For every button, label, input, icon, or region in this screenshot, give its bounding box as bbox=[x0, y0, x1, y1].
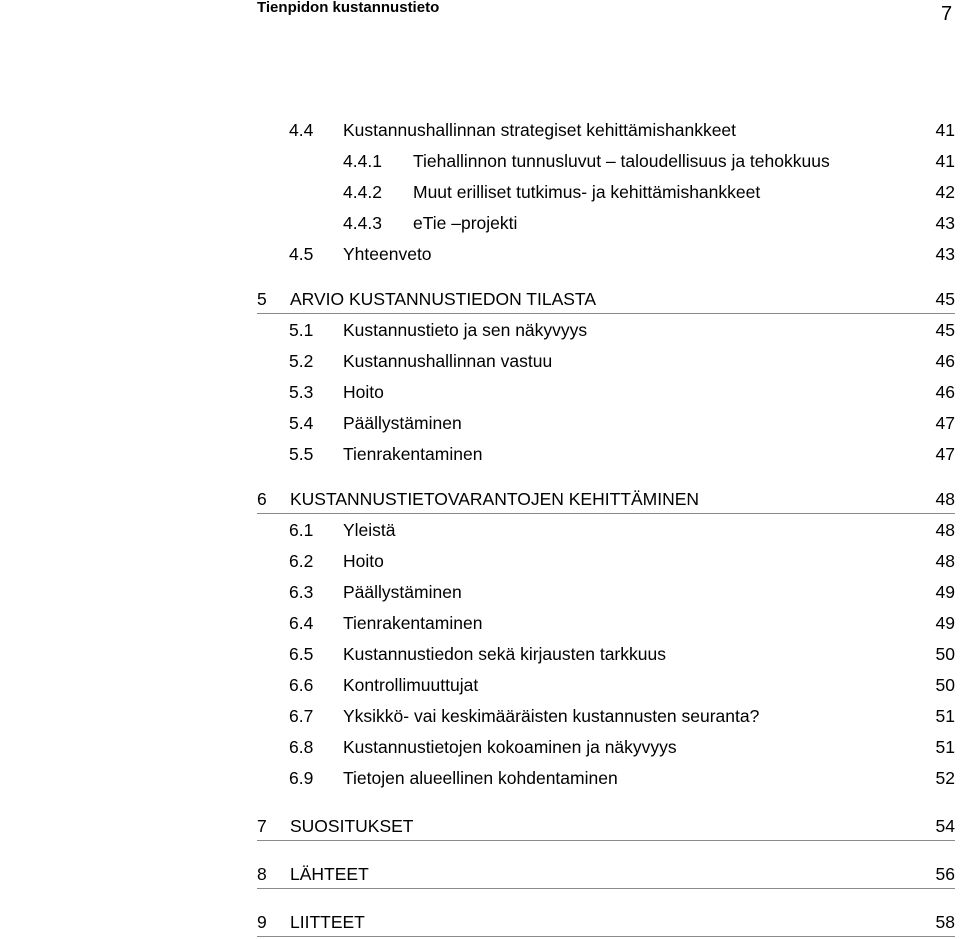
toc-entry-title: LÄHTEET bbox=[290, 864, 369, 884]
toc-entry-title: Kustannustiedon sekä kirjausten tarkkuus bbox=[343, 644, 666, 664]
toc-entry-title: Kustannushallinnan strategiset kehittämishankkeet bbox=[343, 120, 737, 140]
toc-entry-page: 41 bbox=[935, 151, 955, 171]
toc-entry-page: 47 bbox=[935, 413, 955, 433]
toc-entry-number: 6.2 bbox=[289, 551, 314, 571]
toc-entry-page: 51 bbox=[935, 706, 955, 726]
toc-entry-page: 43 bbox=[935, 213, 955, 233]
toc-entry-title: Tietojen alueellinen kohdentaminen bbox=[343, 768, 618, 788]
toc-chapter-entry[interactable] bbox=[257, 862, 955, 889]
toc-entry[interactable] bbox=[289, 380, 955, 406]
toc-entry-page: 45 bbox=[935, 289, 955, 309]
toc-chapter-entry[interactable] bbox=[257, 910, 955, 937]
toc-entry[interactable] bbox=[289, 580, 955, 606]
toc-entry-title: Kustannustietojen kokoaminen ja näkyvyys bbox=[343, 737, 677, 757]
toc-entry-page: 51 bbox=[935, 737, 955, 757]
toc-entry[interactable] bbox=[289, 318, 955, 344]
toc-entry-page: 47 bbox=[935, 444, 955, 464]
page-number: 7 bbox=[941, 3, 953, 25]
toc-entry-page: 56 bbox=[935, 864, 955, 884]
toc-chapter-entry[interactable] bbox=[257, 487, 955, 514]
toc-entry-number: 4.4.1 bbox=[343, 151, 382, 171]
toc-entry-number: 7 bbox=[257, 816, 267, 836]
toc-entry[interactable] bbox=[343, 211, 955, 237]
toc-entry-title: Päällystäminen bbox=[343, 582, 462, 602]
toc-entry[interactable] bbox=[289, 642, 955, 668]
toc-entry[interactable] bbox=[289, 735, 955, 761]
toc-entry-title: Yleistä bbox=[343, 520, 396, 540]
toc-entry-number: 6 bbox=[257, 489, 267, 509]
toc-entry[interactable] bbox=[289, 118, 955, 144]
toc-entry-number: 4.4 bbox=[289, 120, 314, 140]
toc-entry-number: 4.5 bbox=[289, 244, 314, 264]
toc-chapter-entry[interactable] bbox=[257, 814, 955, 841]
toc-entry[interactable] bbox=[289, 242, 955, 268]
toc-entry[interactable] bbox=[289, 549, 955, 575]
toc-entry-title: Tienrakentaminen bbox=[343, 613, 483, 633]
toc-entry-number: 5.2 bbox=[289, 351, 314, 371]
toc-entry-page: 58 bbox=[935, 912, 955, 932]
toc-chapter-entry[interactable] bbox=[257, 287, 955, 314]
toc-entry-page: 43 bbox=[935, 244, 955, 264]
toc-entry-page: 50 bbox=[935, 644, 955, 664]
toc-entry-page: 50 bbox=[935, 675, 955, 695]
toc-entry-page: 49 bbox=[935, 582, 955, 602]
toc-entry[interactable] bbox=[343, 180, 955, 206]
toc-entry-title: SUOSITUKSET bbox=[290, 816, 414, 836]
toc-entry-title: Kustannustieto ja sen näkyvyys bbox=[343, 320, 588, 340]
toc-entry-page: 41 bbox=[935, 120, 955, 140]
toc-entry-title: eTie –projekti bbox=[413, 213, 518, 233]
toc-entry[interactable] bbox=[289, 518, 955, 544]
toc-entry-title: ARVIO KUSTANNUSTIEDON TILASTA bbox=[290, 289, 596, 309]
toc-entry-number: 5.1 bbox=[289, 320, 314, 340]
toc-entry-number: 4.4.2 bbox=[343, 182, 382, 202]
toc-entry-page: 48 bbox=[935, 520, 955, 540]
toc-entry-number: 4.4.3 bbox=[343, 213, 382, 233]
toc-entry-page: 45 bbox=[935, 320, 955, 340]
toc-entry-title: Tienrakentaminen bbox=[343, 444, 483, 464]
toc-entry-title: Muut erilliset tutkimus- ja kehittämishankkeet bbox=[413, 182, 761, 202]
toc-entry[interactable] bbox=[289, 766, 955, 792]
toc-entry-number: 6.3 bbox=[289, 582, 314, 602]
toc-entry-number: 6.9 bbox=[289, 768, 314, 788]
toc-entry-title: Päällystäminen bbox=[343, 413, 462, 433]
toc-entry-number: 6.1 bbox=[289, 520, 314, 540]
toc-entry-number: 5.3 bbox=[289, 382, 314, 402]
toc-entry-number: 6.7 bbox=[289, 706, 314, 726]
toc-entry-number: 5.4 bbox=[289, 413, 314, 433]
toc-entry[interactable] bbox=[289, 673, 955, 699]
running-header-title: Tienpidon kustannustieto bbox=[257, 0, 440, 16]
toc-entry-page: 42 bbox=[935, 182, 955, 202]
toc-entry-number: 8 bbox=[257, 864, 267, 884]
toc-entry-page: 46 bbox=[935, 351, 955, 371]
toc-entry-page: 48 bbox=[935, 551, 955, 571]
toc-entry-title: KUSTANNUSTIETOVARANTOJEN KEHITTÄMINEN bbox=[290, 489, 700, 509]
toc-entry-number: 6.6 bbox=[289, 675, 314, 695]
toc-entry-page: 52 bbox=[935, 768, 955, 788]
toc-entry-title: Yksikkö- vai keskimääräisten kustannusten seuranta? bbox=[343, 706, 760, 726]
toc-entry-title: Kustannushallinnan vastuu bbox=[343, 351, 553, 371]
toc-entry-title: Hoito bbox=[343, 551, 384, 571]
toc-entry[interactable] bbox=[289, 349, 955, 375]
toc-entry[interactable] bbox=[289, 611, 955, 637]
toc-entry-page: 54 bbox=[935, 816, 955, 836]
toc-entry-number: 5.5 bbox=[289, 444, 314, 464]
toc-entry-number: 9 bbox=[257, 912, 267, 932]
toc-entry[interactable] bbox=[343, 149, 955, 175]
toc-entry-title: LIITTEET bbox=[290, 912, 365, 932]
toc-entry-page: 46 bbox=[935, 382, 955, 402]
toc-entry-number: 5 bbox=[257, 289, 267, 309]
toc-entry-number: 6.4 bbox=[289, 613, 314, 633]
toc-entry-title: Hoito bbox=[343, 382, 384, 402]
toc-entry[interactable] bbox=[289, 411, 955, 437]
toc-entry[interactable] bbox=[289, 442, 955, 468]
toc-entry-number: 6.5 bbox=[289, 644, 314, 664]
toc-entry-title: Kontrollimuuttujat bbox=[343, 675, 479, 695]
toc-entry-title: Tiehallinnon tunnusluvut – taloudellisuus ja tehokkuus bbox=[413, 151, 830, 171]
toc-entry-page: 49 bbox=[935, 613, 955, 633]
toc-entry-page: 48 bbox=[935, 489, 955, 509]
toc-entry[interactable] bbox=[289, 704, 955, 730]
toc-entry-number: 6.8 bbox=[289, 737, 314, 757]
toc-entry-title: Yhteenveto bbox=[343, 244, 432, 264]
